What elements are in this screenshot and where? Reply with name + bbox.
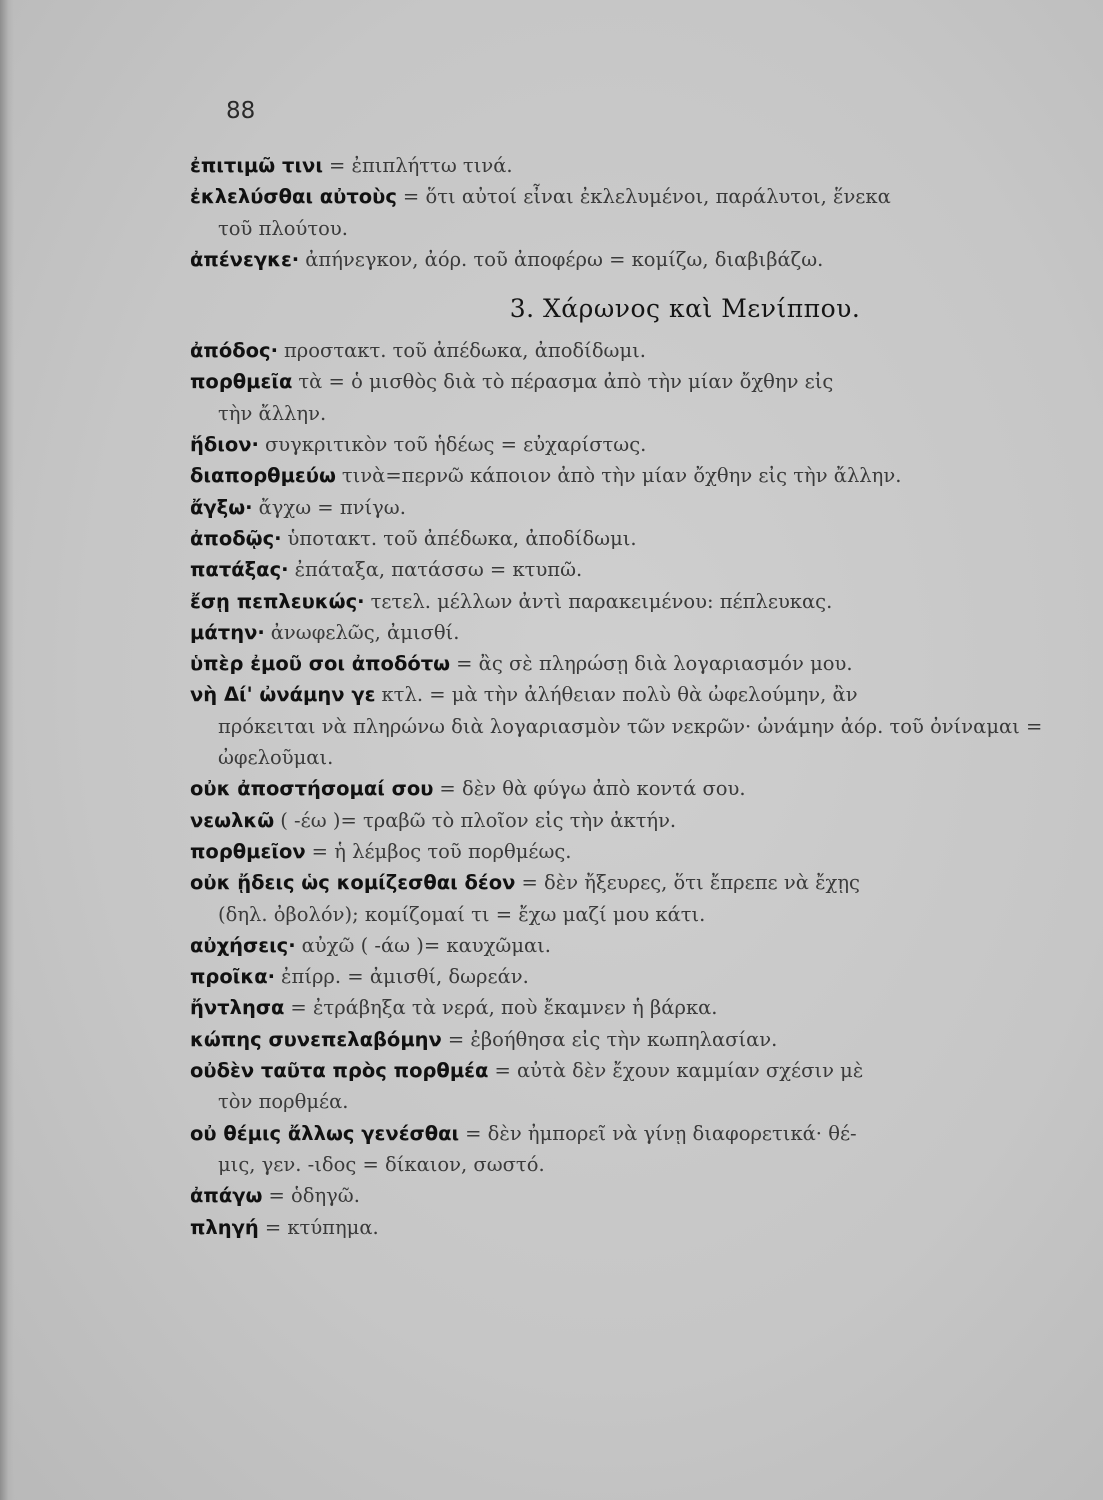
entry-definition: = δὲν ἠμπορεῖ νὰ γίνῃ διαφορετικά· θέ- <box>465 1121 857 1145</box>
entry-headword: ἐπιτιμῶ τινι <box>190 154 323 177</box>
entry-continuation: (δηλ. ὀβολόν); κομίζομαί τι = ἔχω μαζί μου κάτι. <box>218 902 706 926</box>
entry-headword: οὐδὲν ταῦτα πρὸς πορθμέα <box>190 1059 489 1083</box>
entry-definition: ἀπήνεγκον, ἀόρ. τοῦ ἀποφέρω = κομίζω, διαβιβάζω. <box>305 247 824 271</box>
glossary-entry <box>190 244 1070 275</box>
entry-definition: ἐπίρρ. = ἀμισθί, δωρεάν. <box>281 965 529 989</box>
glossary-entry <box>190 1180 1070 1211</box>
entry-continuation: τὸν πορθμέα. <box>218 1090 349 1114</box>
entry-headword: οὐκ ᾔδεις ὡς κομίζεσθαι δέον <box>190 871 516 895</box>
glossary-entry <box>190 1118 1070 1181</box>
entry-headword: πορθμεῖον <box>190 839 306 863</box>
glossary-entry <box>190 586 1070 617</box>
glossary-entry <box>190 554 1070 585</box>
entry-definition: = ἐτράβηξα τὰ νερά, ποὺ ἔκαμνεν ἡ βάρκα. <box>290 996 718 1020</box>
entry-headword: διαπορθμεύω <box>190 464 336 488</box>
entry-headword: κώπης συνεπελαβόμην <box>190 1027 442 1051</box>
entry-headword: πατάξας· <box>190 558 289 582</box>
glossary-top-entries <box>190 150 1070 275</box>
entry-headword: οὐ θέμις ἄλλως γενέσθαι <box>190 1121 460 1145</box>
entry-definition: ἄγχω = πνίγω. <box>258 495 406 519</box>
glossary-entry <box>190 150 1070 181</box>
entry-definition: = ὁδηγῶ. <box>268 1184 360 1208</box>
glossary-entry <box>190 181 1070 244</box>
entry-continuation: μις, γεν. -ιδος = δίκαιον, σωστό. <box>218 1152 545 1176</box>
glossary-entry <box>190 1055 1070 1118</box>
entry-headword: αὐχήσεις· <box>190 933 296 957</box>
entry-definition: = αὐτὰ δὲν ἔχουν καμμίαν σχέσιν μὲ <box>494 1059 864 1083</box>
entry-definition: = ἡ λέμβος τοῦ πορθμέως. <box>311 839 572 863</box>
entry-definition: προστακτ. τοῦ ἀπέδωκα, ἀποδίδωμι. <box>283 339 646 363</box>
entry-continuation: τοῦ πλούτου. <box>218 216 348 240</box>
entry-definition: = ἐπιπλήττω τινά. <box>328 154 513 177</box>
entry-headword: οὐκ ἀποστήσομαί σου <box>190 777 434 801</box>
entry-continuation: τὴν ἄλλην. <box>218 401 327 425</box>
entry-definition: ἐπάταξα, πατάσσω = κτυπῶ. <box>294 558 583 582</box>
glossary-entry <box>190 805 1070 836</box>
entry-headword: ἀποδῷς· <box>190 526 282 550</box>
glossary-entry <box>190 930 1070 961</box>
entry-definition: = δὲν ἤξευρες, ὅτι ἔπρεπε νὰ ἔχῃς <box>521 871 860 895</box>
glossary-entry <box>190 617 1070 648</box>
entry-headword: ἀπόδος· <box>190 339 278 363</box>
glossary-entry <box>190 648 1070 679</box>
entry-continuation: πρόκειται νὰ πληρώνω διὰ λογαριασμὸν τῶν νεκρῶν· ὠνάμην ἀόρ. τοῦ ὀνίναμαι = ὠφελοῦμαι. <box>218 714 1043 770</box>
entry-definition: τινὰ=περνῶ κάποιον ἀπὸ τὴν μίαν ὄχθην εἰς τὴν ἄλλην. <box>341 464 902 488</box>
entry-headword: πορθμεῖα <box>190 370 293 394</box>
entry-headword: μάτην· <box>190 620 265 644</box>
entry-definition: τὰ = ὁ μισθὸς διὰ τὸ πέρασμα ἀπὸ τὴν μίαν ὄχθην εἰς <box>298 370 834 394</box>
entry-definition: ἀνωφελῶς, ἀμισθί. <box>270 620 460 644</box>
page-binding-shadow <box>0 0 14 1500</box>
entry-definition: αὐχῶ ( -άω )= καυχῶμαι. <box>301 933 551 957</box>
entry-definition: = ἐβοήθησα εἰς τὴν κωπηλασίαν. <box>447 1027 778 1051</box>
glossary-entry <box>190 492 1070 523</box>
glossary-entry <box>190 523 1070 554</box>
glossary-entry <box>190 773 1070 804</box>
glossary-entry <box>190 460 1070 491</box>
glossary-entry <box>190 1024 1070 1055</box>
entry-definition: ὑποτακτ. τοῦ ἀπέδωκα, ἀποδίδωμι. <box>287 526 637 550</box>
glossary-entry <box>190 429 1070 460</box>
glossary-entry <box>190 335 1070 366</box>
entry-definition: συγκριτικὸν τοῦ ἡδέως = εὐχαρίστως. <box>264 433 647 457</box>
glossary-entry <box>190 679 1070 773</box>
glossary-entry <box>190 961 1070 992</box>
entry-definition: ( -έω )= τραβῶ τὸ πλοῖον εἰς τὴν ἀκτήν. <box>280 808 677 832</box>
entry-headword: ἥδιον· <box>190 433 259 457</box>
entry-headword: ὑπὲρ ἐμοῦ σοι ἀποδότω <box>190 652 451 676</box>
entry-definition: = κτύπημα. <box>264 1215 379 1239</box>
glossary <box>190 150 1070 1243</box>
entry-headword: ἀπένεγκε· <box>190 247 300 271</box>
entry-headword: νεωλκῶ <box>190 808 275 832</box>
glossary-main-entries <box>190 335 1070 1243</box>
glossary-entry <box>190 366 1070 429</box>
entry-headword: προῖκα· <box>190 965 276 989</box>
entry-headword: ἤντλησα <box>190 996 285 1020</box>
entry-headword: ἐκλελύσθαι αὐτοὺς <box>190 185 397 209</box>
glossary-entry <box>190 992 1070 1023</box>
page-number: 88 <box>226 98 256 124</box>
entry-definition: = δὲν θὰ φύγω ἀπὸ κοντά σου. <box>439 777 746 801</box>
entry-definition: = ὅτι αὐτοί εἶναι ἐκλελυμένοι, παράλυτοι, ἕνεκα <box>402 185 891 209</box>
entry-definition: κτλ. = μὰ τὴν ἀλήθειαν πολὺ θὰ ὠφελούμην, ἂν <box>381 683 858 707</box>
entry-definition: τετελ. μέλλων ἀντὶ παρακειμένου: πέπλευκας. <box>370 589 833 613</box>
glossary-entry <box>190 1212 1070 1243</box>
entry-headword: νὴ Δί' ὠνάμην γε <box>190 683 376 707</box>
section-title: 3. Χάρωνος καὶ Μενίππου. <box>509 294 861 324</box>
entry-headword: πληγή <box>190 1215 259 1239</box>
entry-headword: ἀπάγω <box>190 1184 263 1208</box>
entry-headword: ἄγξω· <box>190 495 253 519</box>
entry-definition: = ἂς σὲ πληρώσῃ διὰ λογαριασμόν μου. <box>456 652 853 676</box>
entry-headword: ἔσῃ πεπλευκώς· <box>190 589 365 613</box>
glossary-entry <box>190 867 1070 930</box>
glossary-entry <box>190 836 1070 867</box>
